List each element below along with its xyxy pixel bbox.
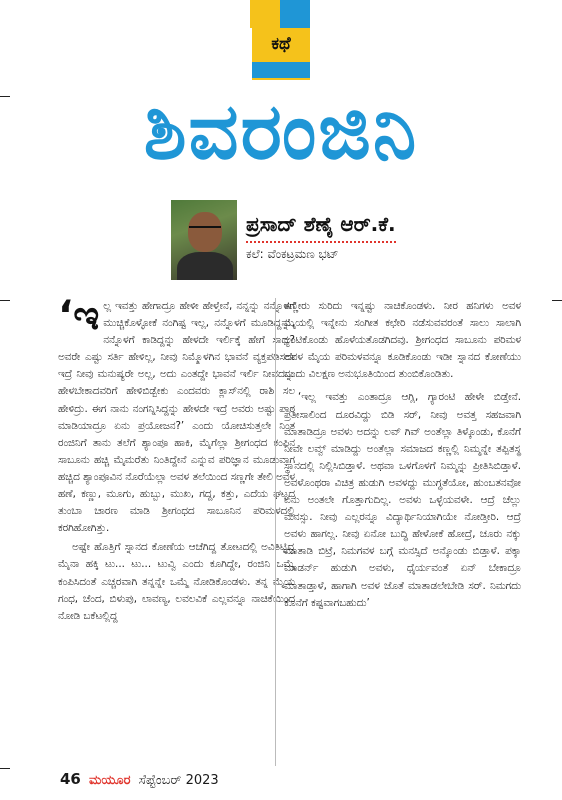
- author-name: ಪ್ರಸಾದ್ ಶೆಣೈ ಆರ್.ಕೆ.: [246, 212, 396, 236]
- header-blue-block: [280, 0, 310, 28]
- author-body-shape: [177, 252, 233, 280]
- crop-mark: [552, 300, 562, 301]
- crop-mark: [0, 300, 10, 301]
- paragraph: ತಣ್ಣೀರು ಸುರಿದು ಇನ್ನಷ್ಟು ನಾಚಿಕೊಂಡಳು. ನೀರ ಹನಿಗಳು ಅವಳ ಮೈಯಲ್ಲಿ ಇನ್ನೇನು ಸಂಗೀತ ಕಛೇರಿ ನಡೆಸುವವರಂತೆ ಸಾಲು ಸಾಲಾಗಿ ಅಂಟಿಕೊಂಡು ಹೊಳೆಯತೊಡಗಿದವು. ಶ್ರೀಗಂಧದ ಸಾಬೂನು ಪರಿಮಳ ಅವಳ ಮೈಯ ಪರಿಮಳವನ್ನೂ ಕೂಡಿಕೊಂಡು ಇಡೀ ಸ್ನಾನದ ಕೋಣೆಯು ಒಂದು ವಿಲಕ್ಷಣ ಅನುಭೂತಿಯಿಂದ ತುಂಬಿಕೊಂಡಿತು.: [284, 300, 521, 381]
- crop-mark: [0, 768, 10, 769]
- crop-mark: [0, 96, 10, 97]
- story-column-left: [58, 293, 295, 627]
- story-title: ಶಿವರಂಜಿನಿ: [143, 87, 419, 177]
- drop-cap: ‘ಇ: [58, 293, 100, 339]
- paragraph: ಅಷ್ಟೇ ಹೊತ್ತಿಗೆ ಸ್ನಾನದ ಕೋಣೆಯ ಆಚೆಗಿದ್ದ ತೋಟದಲ್ಲಿ ಅವಿತಿಟ್ಟಿದ್ದ ಮೈನಾ ಹಕ್ಕಿ ಟು... ಟು... ಟುವ್ವಿ ಎಂದು ಕೂಗಿದ್ದೇ, ರಂಜಿನಿ ಒಮ್ಮೆ ಕಂಪಿಸಿದಂತೆ ಎಚ್ಚರವಾಗಿ ತನ್ನನ್ನೇ ಒಮ್ಮೆ ನೋಡಿಕೊಂಡಳು. ತನ್ನ ಮೈಯ ಗಂಧ, ಚೆಂದ, ಬಿಳುಪು, ಲಾವಣ್ಯ, ಲವಲವಿಕೆ ಎಲ್ಲವನ್ನೂ ನಾಚಿಕೆಯಿಂದ ನೋಡಿ ಬಕೆಟಲ್ಲಿದ್ದ: [58, 541, 295, 622]
- paragraph: [58, 293, 295, 537]
- illustration-credit: ಕಲೆ: ವೆಂಕಟ್ರಮಣ ಭಟ್: [246, 247, 339, 261]
- section-label: ಕಥೆ: [271, 34, 291, 54]
- page-footer: [60, 770, 219, 788]
- story-column-right: [284, 298, 521, 614]
- author-photo: [171, 200, 237, 280]
- magazine-logo: ಮಯೂರ: [89, 773, 131, 788]
- paragraph-text: ಲ್ಲ ಇವತ್ತು ಹೇಗಾದ್ರೂ ಹೇಳೀ ಹೇಳ್ತೇನೆ, ನನ್ನನ್ನು ನನ್ನೊಳಗೆ ಮುಚ್ಚಿಕೊಳ್ಳೋಕೆ ನಂಗಿಷ್ಟ ಇಲ್ಲ, ನನ್ನೊಳಗೆ ಮೂಡಿದ್ದನ್ನು, ನನ್ನೊಳಗೆ ಕಾಡಿದ್ದನ್ನು ಹೇಳದೇ ಇರ್ಲಿಕ್ಕೆ ಹೇಗೆ ಸಾಧ್ಯ? ಅವರೇ ಎಷ್ಟು ಸರ್ತಿ ಹೇಳಿಲ್ಲ, ನೀವು ನಿಮ್ಮೊಳಗಿನ ಭಾವನೆ ವ್ಯಕ್ತಪಡಿಸದೇ ಇದ್ರೆ ನೀವು ಮನುಷ್ಯರೇ ಅಲ್ಲ, ಅದು ಎಂತದ್ದೇ ಭಾವನೆ ಇರ್ಲಿ ನೀವದನ್ನು ಹೇಳಬೇಕಾದವರಿಗೆ ಹೇಳಿಬಿಡ್ಬೇಕು ಎಂದವರು ಕ್ಲಾಸ್‌ನಲ್ಲಿ ರಾಶಿ ಸಲ ಹೇಳಿದ್ರು. ಈಗ ನಾನು ನಂಗನ್ನಿಸಿದ್ದನ್ನು ಹೇಳದೇ ಇದ್ರೆ ಅವರು ಅಷ್ಟು ಪಾಠ ಮಾಡಿಯಾದ್ರೂ ಏನು ಪ್ರಯೋಜನ?’ ಎಂದು ಯೋಚಿಸುತ್ತಲೇ ನಿಂತ ರಂಜಿನಿಗೆ ತಾನು ತಲೆಗೆ ಶ್ಯಾಂಪೂ ಹಾಕಿ, ಮೈಗೆಲ್ಲಾ ಶ್ರೀಗಂಧದ ಕಂಪಿನ ಸಾಬೂನು ಹಚ್ಚಿ ಮೈಮರೆತು ನಿಂತಿದ್ದೇನೆ ಎನ್ನುವ ಪರಿಜ್ಞಾನ ಮೂಡುವಾಗ ಹಚ್ಚಿದ ಶ್ಯಾಂಪೂವಿನ ನೊರೆಯೆಲ್ಲಾ ಅವಳ ತಲೆಯಿಂದ ಸಣ್ಣಗೇ ತೇಲಿ ಅವಳ ಹಣೆ, ಕಣ್ಣು, ಮೂಗು, ಹುಬ್ಬು, ಮುಖ, ಗದ್ದ, ಕತ್ತು, ಎದೆಯ ಘಟ್ಟದ ತುಂಬಾ ಚಾರಣ ಮಾಡಿ ಶ್ರೀಗಂಧದ ಸಾಬೂನಿನ ಪರಿಮಳದಲ್ಲಿ ಕರಗಿಹೋಗಿತ್ತು.: [58, 300, 295, 535]
- page-number: 46: [60, 770, 81, 788]
- author-underline: [246, 241, 396, 243]
- author-glasses-shape: [189, 226, 221, 234]
- header-yellow-block: [250, 0, 280, 28]
- section-tab-blue: [252, 62, 310, 78]
- issue-date: ಸೆಪ್ಟೆಂಬರ್ 2023: [138, 773, 219, 788]
- paragraph: ‘ಇಲ್ಲ ಇವತ್ತು ಎಂತಾದ್ರೂ ಆಗ್ಲಿ, ಗ್ಯಾರಂಟಿ ಹೇಳೇ ಬಿಡ್ತೇನೆ. ಪ್ರತೀಸಾಲಿಂದ ದೂರವಿದ್ದು ಬಿಡಿ ಸರ್, ನೀವು ಅವತ್ತ ಸಹಜವಾಗಿ ಮಾತಾಡಿದ್ರೂ ಅವಳು ಅದನ್ನು ಲವ್ ಗಿವ್ ಅಂತೆಲ್ಲಾ ತಿಳ್ಕೊಂಡು, ಕೊನೆಗೆ ನೀವೇ ಲವ್ವ್ ಮಾಡಿದ್ದು ಅಂತೆಲ್ಲಾ ಸಮಾಜದ ಕಣ್ಣಲ್ಲಿ ನಿಮ್ಮನ್ನೇ ತಪ್ಪಿತಸ್ಥ ಸ್ಥಾನದಲ್ಲಿ ನಿಲ್ಲಿಸಿಬಿಡ್ತಾಳೆ. ಅಥವಾ ಒಳಗೊಳಗೆ ನಿಮ್ಮನ್ನು ಪ್ರೀತಿಸಿಬಿಡ್ತಾಳೆ. ಅವಳೊಂಥರಾ ವಿಚಿತ್ರ ಹುಡುಗಿ ಅವಳದ್ದು ಮುಗ್ಧತೆಯೋ, ಹುಂಬತನವೋ ಏನು ಅಂತಲೇ ಗೊತ್ತಾಗುದಿಲ್ಲ. ಅವಳು ಒಳ್ಳೆಯವಳೇ. ಆದ್ರೆ ಚೆಲ್ಲು ಮನಸ್ಸು. ನೀವು ಎಲ್ಲರನ್ನೂ ವಿದ್ಯಾರ್ಥಿನಿಯಾಗಿಯೇ ನೋಡ್ತೀರಿ. ಆದ್ರೆ ಅವಳು ಹಾಗಲ್ಲ. ನೀವು ಏನೋ ಬುದ್ಧಿ ಹೇಳೋಕೆ ಹೋದ್ರೆ, ಚೂರು ನಕ್ಕು ಮಾತಾಡಿ ಬಿಟ್ರೆ, ನಿಮಗವಳ ಬಗ್ಗೆ ಮನಸ್ಸಿದೆ ಅನ್ಕೊಂಡು ಬಿಡ್ತಾಳೆ. ಪಕ್ಕಾ ಮಾಡರ್ನ್ ಹುಡುಗಿ ಅವಳು, ಧೈರ್ಯವಂತೆ ಏನ್ ಬೇಕಾದ್ರೂ ಮಾತಾಡ್ತಾಳೆ, ಹಾಗಾಗಿ ಅವಳ ಜೊತೆ ಮಾತಾಡಲೇಬೇಡಿ ಸರ್. ನಿಮಗದು ಕೊನೆಗೆ ಕಷ್ಟವಾಗಬಹುದು’: [284, 391, 521, 609]
- column-divider: [275, 298, 276, 766]
